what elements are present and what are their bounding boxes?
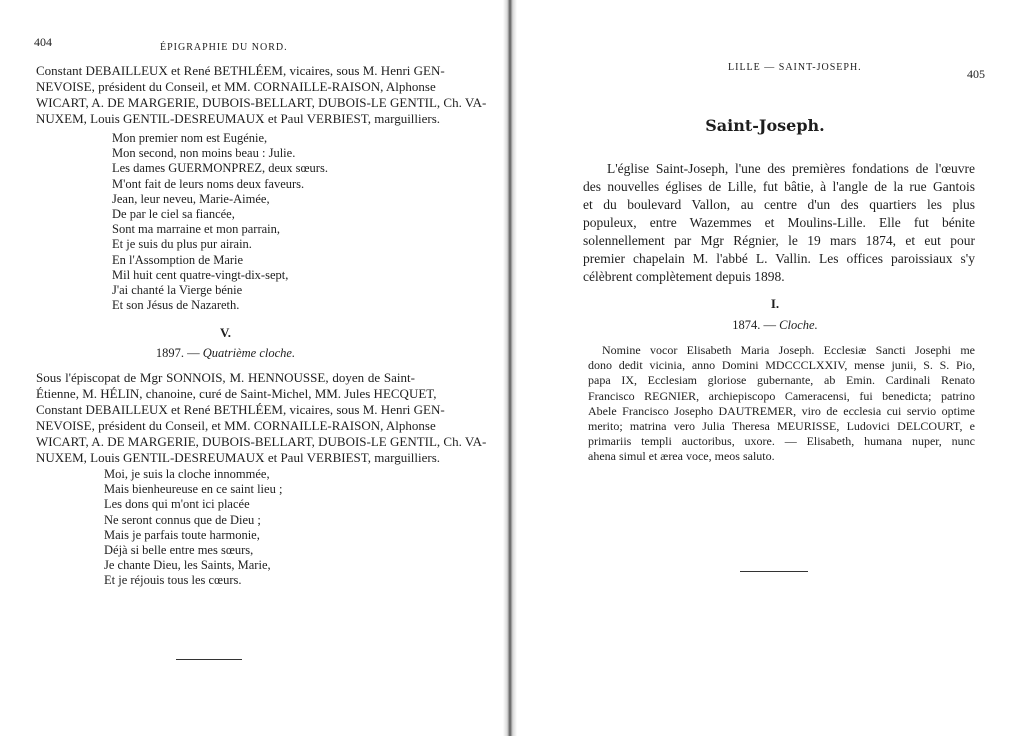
text-line: merito; matrina vero Julia Theresa MEURISSE, Ludovici DELCOURT, e [588,419,975,434]
text-line: Abele Francisco Josepho DAUTREMER, viro de ecclesia cui servio optime [588,403,975,418]
text-line: L'église Saint-Joseph, l'une des premières fondations de l'œuvre [607,161,975,176]
text-line: WICART, A. DE MARGERIE, DUBOIS-BELLART, DUBOIS-LE GENTIL, Ch. VA- [36,95,487,110]
page-title: Saint-Joseph. [705,116,825,135]
right-page-number: 405 [967,67,985,81]
text-line: premier chapelain M. l'abbé L. Vallin. Les offices paroissiaux s'y [583,251,975,266]
right-running-head: LILLE — SAINT-JOSEPH. [728,62,862,73]
text-line: Constant DEBAILLEUX et René BETHLÉEM, vicaires, sous M. Henri GEN- [36,402,445,417]
verse-line: Sont ma marraine et mon parrain, [112,222,280,237]
section-dash: — [763,318,777,332]
text-line: primariis templi auctoribus, uxore. — Elisabeth, humana nuper, nunc [588,434,975,449]
left-section-numeral: V. [220,325,231,340]
left-page-number: 404 [34,35,52,49]
right-page [515,0,1024,736]
verse-line: Mon second, non moins beau : Julie. [112,146,296,161]
left-section-heading [36,346,415,361]
verse-line: De par le ciel sa fiancée, [112,207,235,222]
section-year: 1897. [155,346,185,360]
latin-inscription [588,343,975,465]
right-end-rule [740,571,808,572]
left-main-paragraph [36,370,487,466]
left-end-rule [176,659,242,660]
section-title: Cloche. [779,318,818,332]
text-line: ahena simul et ærea voce, meos saluto. [588,449,775,464]
verse-line: Et je suis du plus pur airain. [112,237,252,252]
right-section-heading [575,318,975,333]
text-line: dono dedit vicinia, anno Domini MDCCCLXXIV, mense junii, S. S. Pio, [588,358,975,373]
left-running-head: ÉPIGRAPHIE DU NORD. [160,42,288,53]
left-verse-2 [104,467,282,589]
verse-line: J'ai chanté la Vierge bénie [112,283,243,298]
text-line: solennellement par Mgr Régnier, le 19 mars 1874, et eut pour [583,233,975,248]
left-verse-1 [112,131,328,313]
text-line: populeux, entre Wazemmes et Moulins-Lille. Elle fut bénite [583,215,975,230]
verse-line: Les dames GUERMONPREZ, deux sœurs. [112,161,328,176]
verse-line: En l'Assomption de Marie [112,252,244,267]
verse-line: Les dons qui m'ont ici placée [104,497,250,512]
verse-line: M'ont fait de leurs noms deux faveurs. [112,176,305,191]
text-line: Étienne, M. HÉLIN, chanoine, curé de Saint-Michel, MM. Jules HECQUET, [36,386,437,401]
text-line: Sous l'épiscopat de Mgr SONNOIS, M. HENNOUSSE, doyen de Saint- [36,370,415,385]
text-line: Constant DEBAILLEUX et René BETHLÉEM, vicaires, sous M. Henri GEN- [36,63,445,78]
verse-line: Et son Jésus de Nazareth. [112,298,240,313]
verse-line: Mon premier nom est Eugénie, [112,131,268,145]
verse-line: Mais bienheureuse en ce saint lieu ; [104,482,283,497]
verse-line: Ne seront connus que de Dieu ; [104,512,261,527]
verse-line: Je chante Dieu, les Saints, Marie, [104,558,271,573]
text-line: WICART, A. DE MARGERIE, DUBOIS-BELLART, DUBOIS-LE GENTIL, Ch. VA- [36,434,487,449]
text-line: des nouvelles églises de Lille, fut bâtie, à l'angle de la rue Gantois [583,179,975,194]
text-line: Francisco REGNIER, archiepiscopo Cameracensi, fui benedicta; patrino [588,388,975,403]
section-year: 1874. [732,318,761,332]
verse-line: Déjà si belle entre mes sœurs, [104,543,254,558]
verse-line: Jean, leur neveu, Marie-Aimée, [112,191,270,206]
left-page [0,0,505,736]
right-section-numeral: I. [770,296,780,311]
section-title: Quatrième cloche. [202,346,296,360]
left-intro-paragraph [36,63,487,127]
text-line: NEVOISE, président du Conseil, et MM. CORNAILLE-RAISON, Alphonse [36,79,436,94]
right-intro-paragraph [583,160,975,286]
section-dash: — [187,346,200,360]
text-line: NUXEM, Louis GENTIL-DESREUMAUX et Paul VERBIEST, marguilliers. [36,111,441,126]
text-line: NUXEM, Louis GENTIL-DESREUMAUX et Paul VERBIEST, marguilliers. [36,450,441,465]
verse-line: Mil huit cent quatre-vingt-dix-sept, [112,267,289,282]
verse-line: Moi, je suis la cloche innommée, [104,467,270,481]
verse-line: Et je réjouis tous les cœurs. [104,573,242,588]
text-line: célèbrent complètement depuis 1898. [583,269,785,284]
text-line: Nomine vocor Elisabeth Maria Joseph. Ecclesiæ Sancti Josephi me [602,343,975,357]
text-line: papa IX, Ecclesiam gloriose gubernante, ab Emin. Cardinali Renato [588,373,975,388]
verse-line: Mais je parfais toute harmonie, [104,527,260,542]
text-line: et du boulevard Vallon, au centre d'un des quartiers les plus [583,197,975,212]
text-line: NEVOISE, président du Conseil, et MM. CORNAILLE-RAISON, Alphonse [36,418,436,433]
